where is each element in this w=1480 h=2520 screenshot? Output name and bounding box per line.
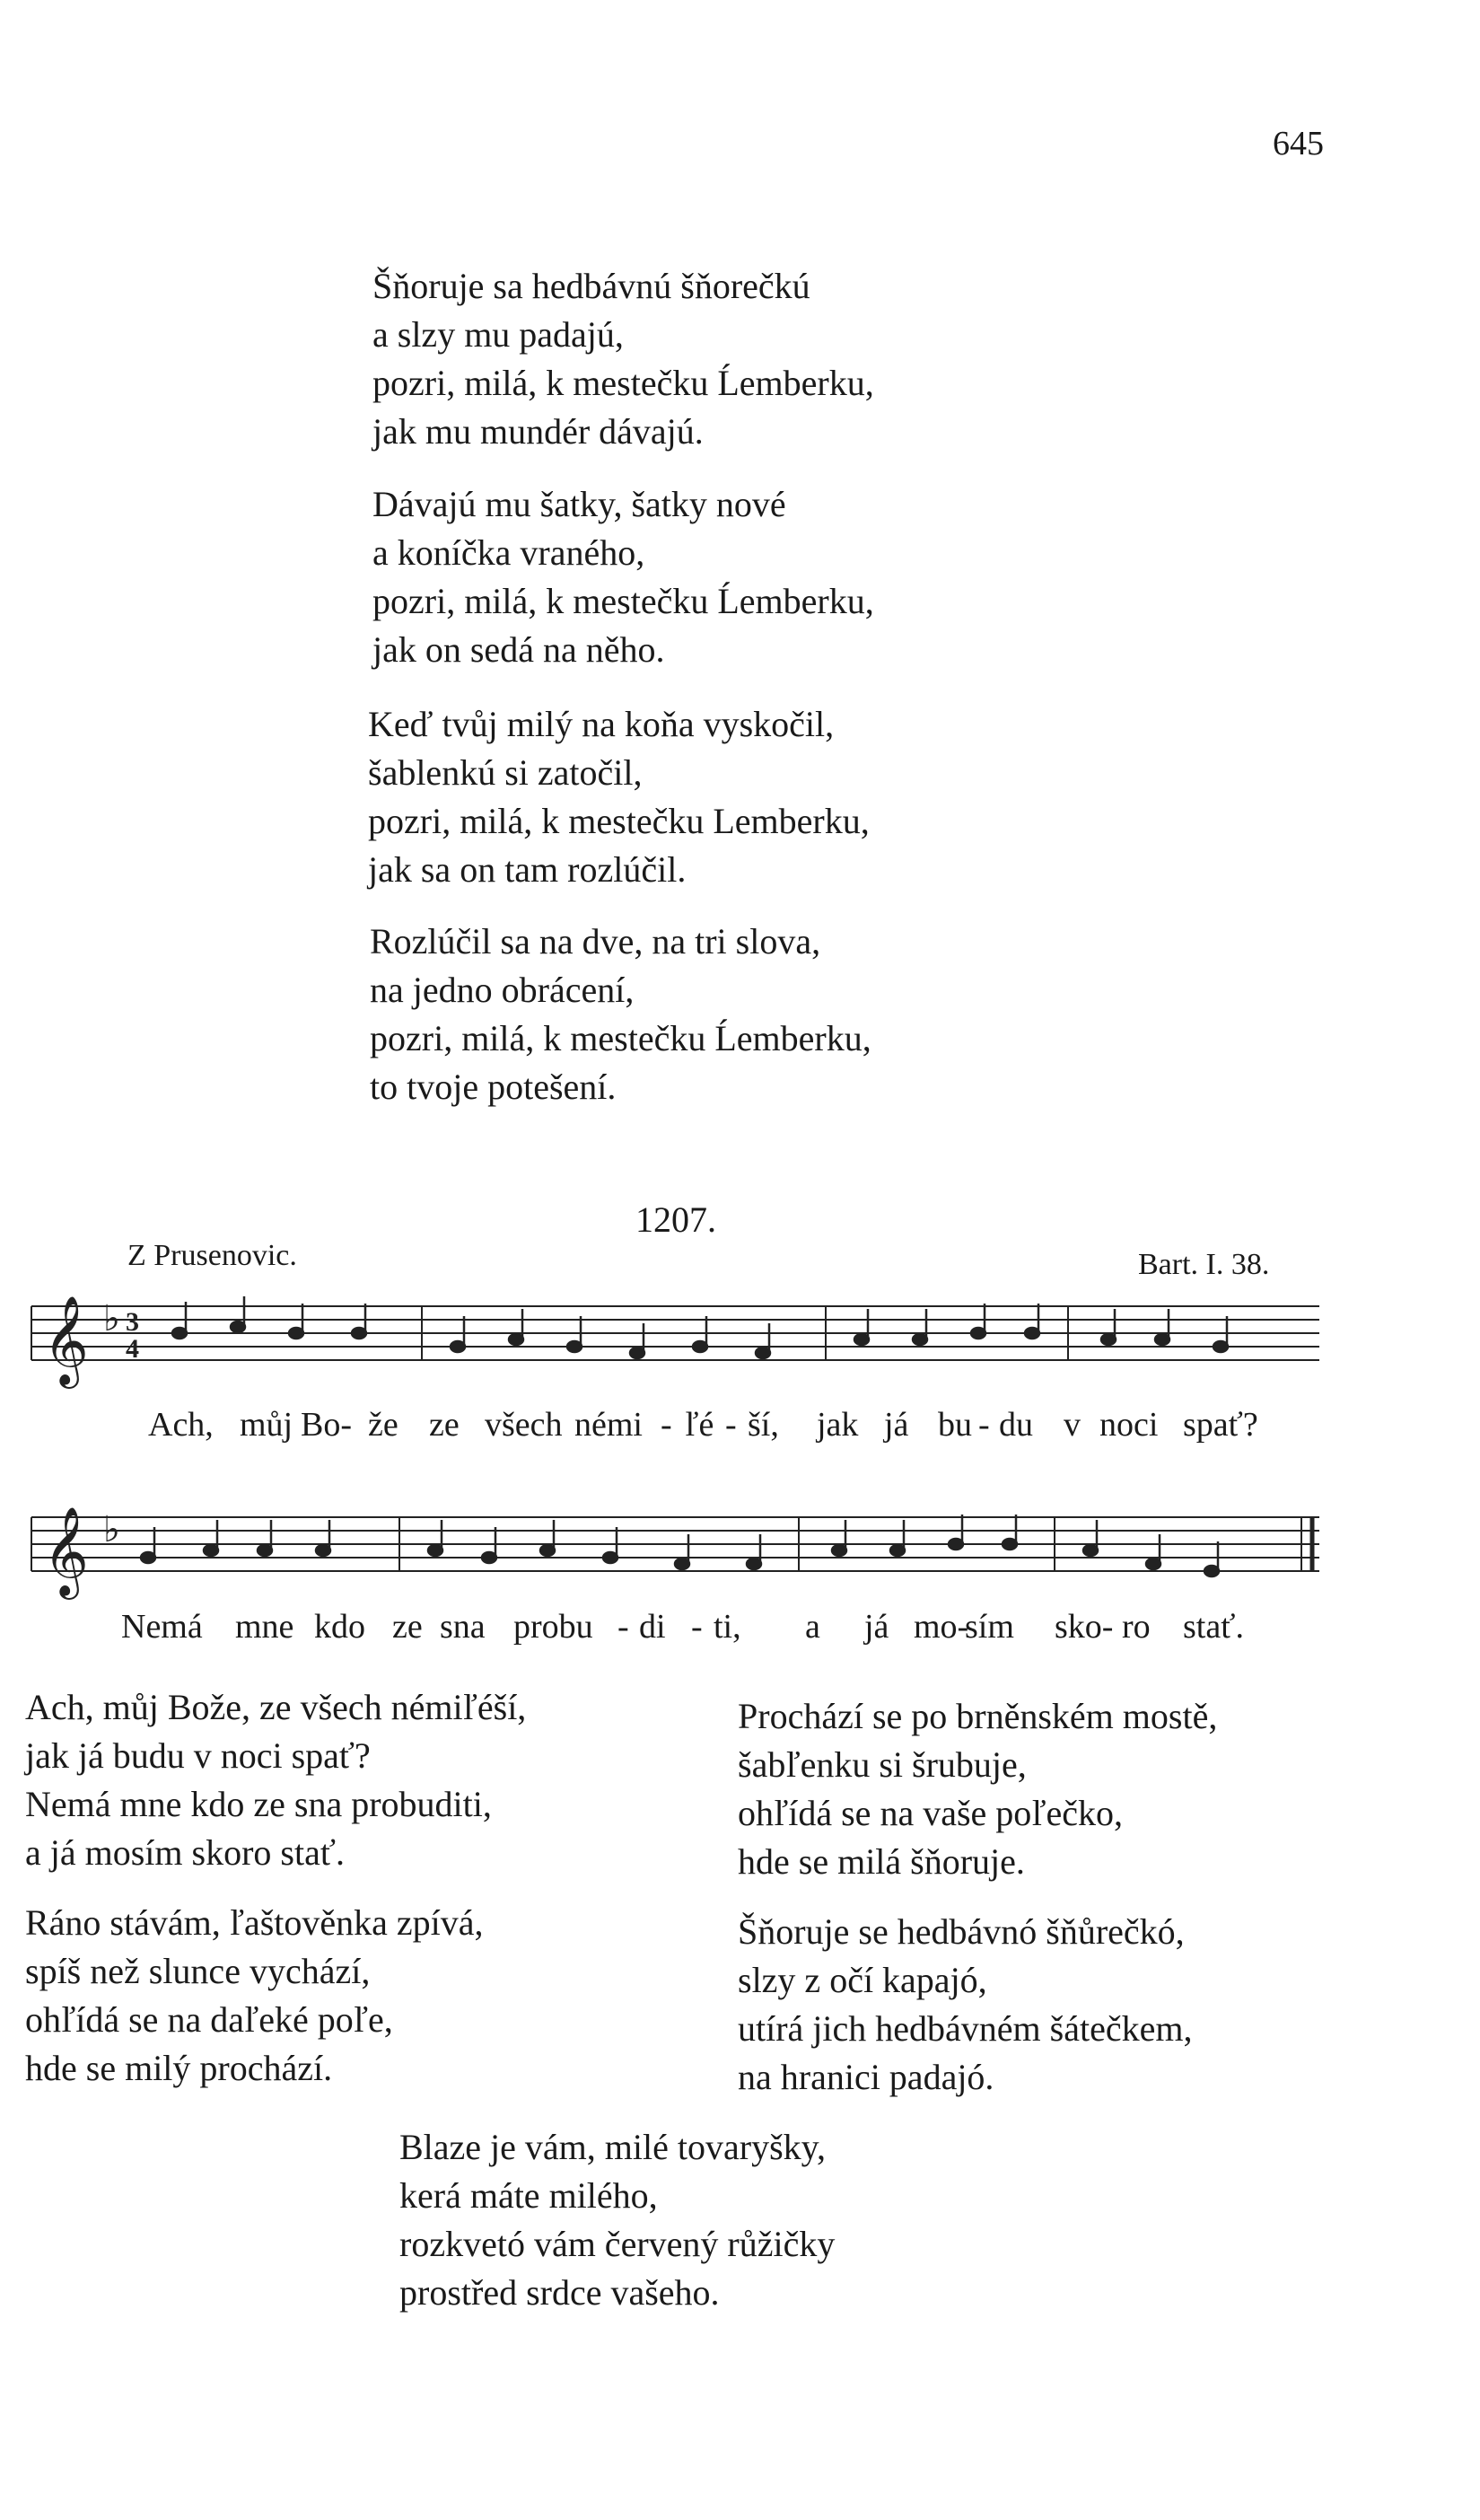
lyric-syllable: sko- xyxy=(1055,1608,1114,1646)
verse-line: prostřed srdce vašeho. xyxy=(399,2272,720,2313)
lyric-syllable: a xyxy=(805,1608,820,1646)
verse-line: na jedno obrácení, xyxy=(370,970,635,1010)
verse-line: a koníčka vraného, xyxy=(372,532,645,573)
verse-line: pozri, milá, k mestečku Ĺemberku, xyxy=(372,581,874,621)
lyric-syllable: ší, xyxy=(748,1406,779,1444)
final-stanza xyxy=(399,2123,835,2317)
lyric-syllable: ti, xyxy=(714,1608,741,1646)
verse-line: šabľenku si šrubuje, xyxy=(738,1744,1027,1785)
lyric-syllable: spať? xyxy=(1183,1406,1258,1444)
lyric-syllable: probu xyxy=(513,1608,593,1646)
verse-line: Nemá mne kdo ze sna probuditi, xyxy=(25,1784,492,1824)
lyric-syllable: Nemá xyxy=(121,1608,203,1646)
verse-line: Keď tvůj milý na koňa vyskočil, xyxy=(368,704,835,744)
lyric-syllable: jak xyxy=(817,1406,859,1444)
verse-line: Rozlúčil sa na dve, na tri slova, xyxy=(370,921,821,961)
verse-line: Šňoruje se hedbávnó šňůrečkó, xyxy=(738,1911,1185,1952)
lyric-syllable: stať. xyxy=(1183,1608,1244,1646)
lyric-syllable: - xyxy=(691,1608,703,1646)
verse-line: na hranici padajó. xyxy=(738,2057,994,2097)
music-staff-1 xyxy=(27,1284,1328,1392)
page-number: 645 xyxy=(1273,125,1324,162)
lyric-syllable: mne xyxy=(235,1608,294,1646)
lyric-syllable: můj xyxy=(240,1406,293,1444)
lyric-syllable: némi xyxy=(574,1406,643,1444)
bottom-right-stanza-1 xyxy=(738,1692,1217,1886)
verse-line: hde se milý prochází. xyxy=(25,2048,333,2088)
bottom-left-stanza-2 xyxy=(25,1899,484,2093)
verse-line: šablenkú si zatočil, xyxy=(368,752,643,793)
top-stanza-2 xyxy=(372,480,874,674)
verse-line: Dávajú mu šatky, šatky nové xyxy=(372,484,786,524)
lyric-syllable: noci xyxy=(1099,1406,1159,1444)
verse-line: kerá máte milého, xyxy=(399,2175,658,2216)
lyric-syllable: - xyxy=(725,1406,737,1444)
lyric-syllable: kdo xyxy=(314,1608,365,1646)
top-stanza-4 xyxy=(370,918,871,1111)
verse-line: jak on sedá na něho. xyxy=(372,629,665,670)
verse-line: spíš než slunce vychází, xyxy=(25,1951,371,1991)
verse-line: hde se milá šňoruje. xyxy=(738,1841,1025,1882)
verse-line: pozri, milá, k mestečku Ĺemberku, xyxy=(372,363,874,403)
top-stanza-3 xyxy=(368,700,870,894)
verse-line: slzy z očí kapajó, xyxy=(738,1960,987,2000)
lyric-syllable: ro xyxy=(1122,1608,1151,1646)
bottom-left-stanza-1 xyxy=(25,1683,526,1877)
verse-line: utírá jich hedbávném šátečkem, xyxy=(738,2008,1193,2049)
song-number: 1207. xyxy=(635,1199,716,1240)
lyric-syllable: du xyxy=(999,1406,1033,1444)
verse-line: ohľídá se na daľeké poľe, xyxy=(25,1999,393,2040)
verse-line: jak mu mundér dávajú. xyxy=(372,411,704,452)
verse-line: Prochází se po brněnském mostě, xyxy=(738,1696,1218,1736)
lyric-syllable: ze xyxy=(429,1406,460,1444)
verse-line: jak já budu v noci spať? xyxy=(25,1735,371,1776)
lyric-syllable: Bo- xyxy=(301,1406,352,1444)
verse-line: a já mosím skoro stať. xyxy=(25,1832,345,1873)
lyric-syllable: - xyxy=(617,1608,629,1646)
song-origin: Z Prusenovic. xyxy=(127,1239,297,1272)
lyric-syllable: ze xyxy=(392,1608,423,1646)
flat-icon: ♭ xyxy=(103,1298,120,1339)
verse-line: Blaze je vám, milé tovaryšky, xyxy=(399,2127,827,2167)
top-stanza-1 xyxy=(372,262,874,456)
verse-line: rozkvetó vám červený růžičky xyxy=(399,2224,836,2264)
song-source: Bart. I. 38. xyxy=(1138,1248,1270,1281)
lyric-syllable: ľé xyxy=(685,1406,714,1444)
lyric-syllable: bu xyxy=(938,1406,972,1444)
verse-line: jak sa on tam rozlúčil. xyxy=(368,849,687,890)
lyric-syllable: já xyxy=(884,1406,909,1444)
lyric-syllable: já xyxy=(864,1608,889,1646)
music-staff-2 xyxy=(27,1495,1328,1602)
time-signature-icon: 3 xyxy=(126,1307,139,1337)
lyric-syllable: Ach, xyxy=(148,1406,214,1444)
time-signature-icon: 4 xyxy=(126,1334,139,1364)
lyric-syllable: sna xyxy=(440,1608,486,1646)
lyrics-line-2 xyxy=(0,1607,1480,1652)
lyric-syllable: - xyxy=(978,1406,990,1444)
verse-line: a slzy mu padajú, xyxy=(372,314,624,355)
verse-line: to tvoje potešení. xyxy=(370,1067,617,1107)
lyric-syllable: všech xyxy=(485,1406,563,1444)
verse-line: Šňoruje sa hedbávnú šňorečkú xyxy=(372,266,810,306)
lyric-syllable: - xyxy=(661,1406,672,1444)
lyric-syllable: sím xyxy=(965,1608,1014,1646)
verse-line: Ach, můj Bože, ze všech némiľéší, xyxy=(25,1687,527,1727)
lyrics-line-1 xyxy=(0,1405,1480,1450)
lyric-syllable: mo- xyxy=(914,1608,969,1646)
treble-clef-icon: 𝄞 xyxy=(43,1506,89,1596)
bottom-right-stanza-2 xyxy=(738,1908,1192,2102)
treble-clef-icon: 𝄞 xyxy=(43,1295,89,1385)
lyric-syllable: v xyxy=(1064,1406,1081,1444)
flat-icon: ♭ xyxy=(103,1509,120,1550)
verse-line: pozri, milá, k mestečku Lemberku, xyxy=(368,801,870,841)
lyric-syllable: že xyxy=(368,1406,398,1444)
lyric-syllable: di xyxy=(639,1608,666,1646)
verse-line: ohľídá se na vaše poľečko, xyxy=(738,1793,1124,1833)
verse-line: Ráno stávám, ľaštověnka zpívá, xyxy=(25,1902,484,1943)
verse-line: pozri, milá, k mestečku Ĺemberku, xyxy=(370,1018,871,1058)
